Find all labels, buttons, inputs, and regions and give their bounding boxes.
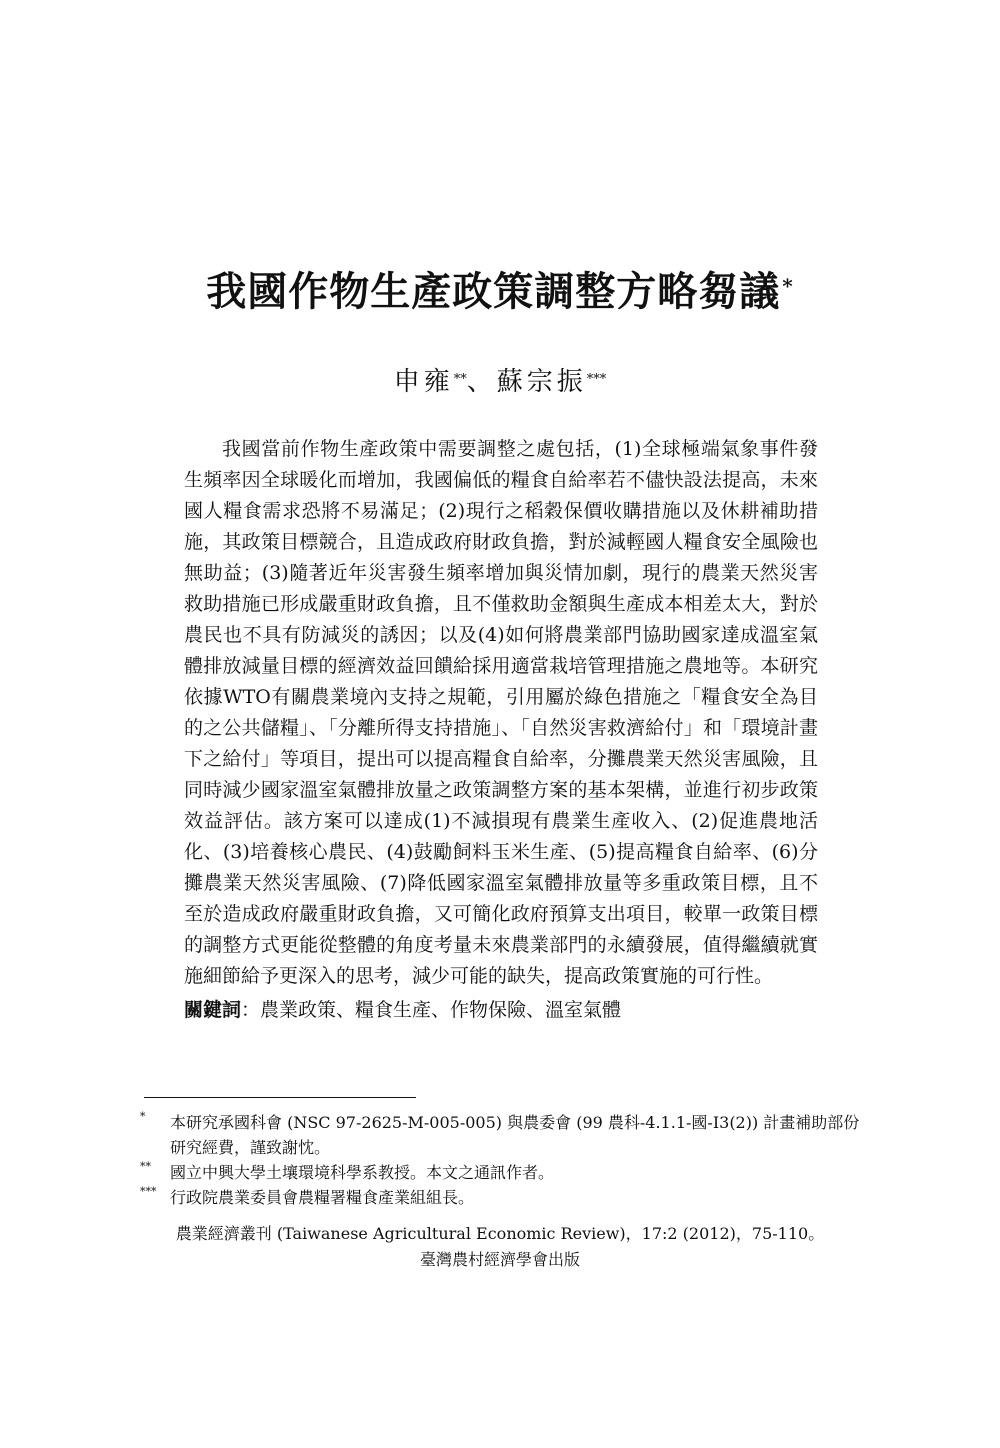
footnote (140, 1185, 860, 1210)
author-name: 蘇宗振 (496, 367, 587, 397)
author-footnote-mark: ** (453, 372, 467, 387)
journal-citation (0, 1221, 1000, 1273)
journal-citation-line: 農業經濟叢刊 (Taiwanese Agricultural Economic Review)，17:2 (2012)，75-110。 (175, 1224, 825, 1243)
journal-publisher: 臺灣農村經濟學會出版 (419, 1250, 580, 1269)
footnote (140, 1110, 860, 1160)
keywords-text: 農業政策、糧食生產、作物保險、溫室氣體 (260, 999, 622, 1021)
author-separator: 、 (466, 367, 497, 397)
footnote-divider (144, 1097, 416, 1098)
footnote-text: 本研究承國科會 (NSC 97-2625-M-005-005) 與農委會 (99 農科-4.1.1-國-I3(2)) 計畫補助部份研究經費，謹致謝忱。 (170, 1113, 860, 1157)
keywords-line (184, 995, 818, 1026)
footnote-text: 行政院農業委員會農糧署糧食產業組組長。 (170, 1188, 475, 1207)
author-name: 申雍 (393, 367, 454, 397)
abstract-paragraph: 我國當前作物生產政策中需要調整之處包括，(1)全球極端氣象事件發生頻率因全球暖化而增加，我國偏低的糧食自給率若不儘快設法提高，未來國人糧食需求恐將不易滿足；(2)現行之稻穀保價收購措施以及休耕補助措施，其政策目標競合，且造成政府財政負擔，對於減輕國人糧食安全風險也無助益；(3)隨著近年災害發生頻率增加與災情加劇，現行的農業天然災害救助措施已形成嚴重財政負擔，且不僅救助金額與生產成本相差太大，對於農民也不具有防減災的誘因；以及(4)如何將農業部門協助國家達成溫室氣體排放減量目標的經濟效益回饋給採用適當栽培管理措施之農地等。本研究依據WTO有關農業境內支持之規範，引用屬於綠色措施之「糧食安全為目的之公共儲糧」、「分離所得支持措施」、「自然災害救濟給付」和「環境計畫下之給付」等項目，提出可以提高糧食自給率，分攤農業天然災害風險，且同時減少國家溫室氣體排放量之政策調整方案的基本架構，並進行初步政策效益評估。該方案可以達成(1)不減損現有農業生產收入、(2)促進農地活化、(3)培養核心農民、(4)鼓勵飼料玉米生產、(5)提高糧食自給率、(6)分攤農業天然災害風險、(7)降低國家溫室氣體排放量等多重政策目標，且不至於造成政府嚴重財政負擔，又可簡化政府預算支出項目，較單一政策目標的調整方式更能從整體的角度考量未來農業部門的永續發展，值得繼續就實施細節給予更深入的思考，減少可能的缺失，提高政策實施的可行性。 (184, 438, 818, 987)
author-footnote-mark: *** (586, 372, 607, 387)
keywords-label: 關鍵詞 (184, 999, 242, 1021)
footnote-text: 國立中興大學土壤環境科學系教授。本文之通訊作者。 (170, 1163, 555, 1182)
paper-title (0, 262, 1000, 322)
paper-title-text: 我國作物生產政策調整方略芻議 (206, 268, 781, 315)
footnote-mark: *** (140, 1185, 157, 1198)
keywords-separator: ： (241, 999, 261, 1021)
footnote-mark: * (140, 1110, 146, 1123)
footnote-mark: ** (140, 1160, 151, 1173)
author-line (0, 362, 1000, 402)
footnote (140, 1160, 860, 1185)
title-footnote-mark: * (782, 274, 794, 298)
